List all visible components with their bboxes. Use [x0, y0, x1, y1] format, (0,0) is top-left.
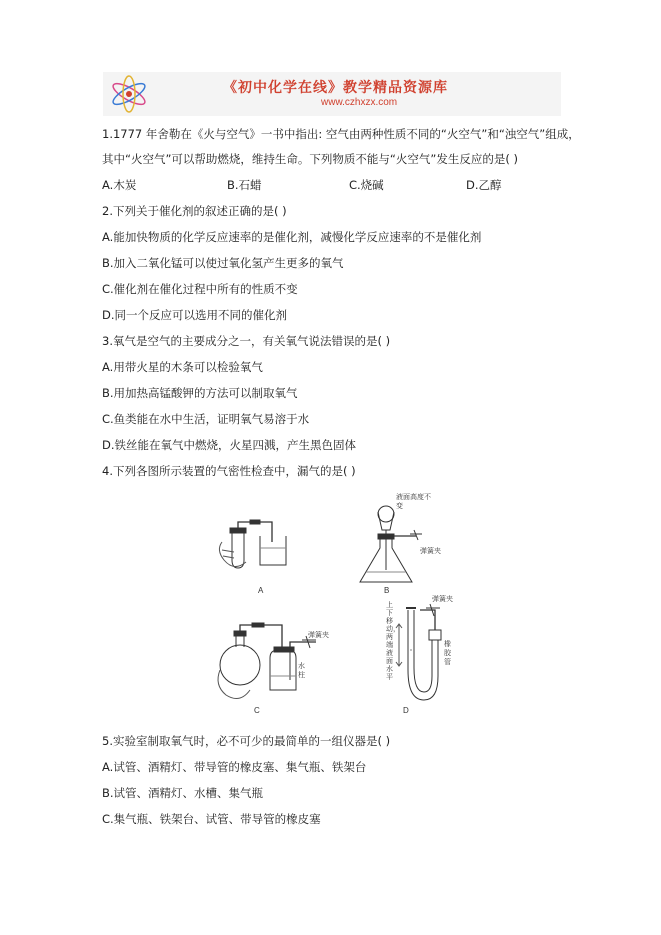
fig-label-d: D: [403, 706, 409, 715]
q5-option-c: C.集气瓶、铁架台、试管、带导管的橡皮塞: [102, 812, 321, 826]
q1-option-a: A.木炭: [102, 178, 137, 192]
fig-c-clamp-label: 弹簧夹: [308, 632, 329, 639]
banner-url[interactable]: www.czhxzx.com: [321, 97, 398, 108]
q1-option-c: C.烧碱: [349, 178, 384, 192]
q3-option-b: B.用加热高锰酸钾的方法可以制取氧气: [102, 386, 298, 400]
fig-label-b: B: [384, 586, 390, 595]
fig-d-clamp-label: 弹簧夹: [432, 596, 453, 603]
q3-option-d: D.铁丝能在氧气中燃烧，火星四溅，产生黑色固体: [102, 438, 357, 452]
q2-option-b: B.加入二氧化锰可以使过氧化氢产生更多的氧气: [102, 256, 344, 270]
q1-option-b: B.石蜡: [227, 178, 262, 192]
q1-stem-line1: 1.1777 年舍勒在《火与空气》一书中指出: 空气由两种性质不同的“火空气”和“浊空气”组成，: [102, 127, 580, 141]
q5-option-b: B.试管、酒精灯、水槽、集气瓶: [102, 786, 264, 800]
q3-option-a: A.用带火星的木条可以检验氧气: [102, 360, 263, 374]
q1-stem-line2: 其中“火空气”可以帮助燃烧，维持生命。下列物质不能与“火空气”发生反应的是( ): [102, 152, 518, 166]
fig-d-rubber-tube-label: 橡胶管: [444, 641, 451, 666]
q4-stem: 4.下列各图所示装置的气密性检查中，漏气的是( ): [102, 464, 356, 478]
q2-option-a: A.能加快物质的化学反应速率的是催化剂，减慢化学反应速率的不是催化剂: [102, 230, 482, 244]
q5-option-a: A.试管、酒精灯、带导管的橡皮塞、集气瓶、铁架台: [102, 760, 367, 774]
fig-c-water-column-label: 水柱: [298, 663, 305, 679]
q5-stem: 5.实验室制取氧气时，必不可少的最简单的一组仪器是( ): [102, 734, 391, 748]
q2-option-d: D.同一个反应可以选用不同的催化剂: [102, 308, 288, 322]
fig-label-a: A: [258, 586, 264, 595]
q3-stem: 3.氧气是空气的主要成分之一，有关氧气说法错误的是( ): [102, 334, 391, 348]
q4-apparatus-figure: [210, 490, 460, 722]
q2-option-c: C.催化剂在催化过程中所有的性质不变: [102, 282, 298, 296]
fig-b-clamp-label: 弹簧夹: [420, 548, 441, 555]
fig-b-level-note: 液面高度不变: [396, 494, 431, 510]
q3-option-c: C.鱼类能在水中生活，证明氧气易溶于水: [102, 412, 310, 426]
fig-d-move-note: 上下移动，两端液面水平: [386, 602, 400, 681]
apparatus-drawing: [210, 490, 460, 722]
fig-label-c: C: [254, 706, 260, 715]
header-banner: [103, 72, 561, 116]
q2-stem: 2.下列关于催化剂的叙述正确的是( ): [102, 204, 287, 218]
q1-option-d: D.乙醇: [466, 178, 502, 192]
atom-logo-icon: [105, 74, 153, 114]
banner-title: 《初中化学在线》教学精品资源库: [223, 80, 448, 96]
